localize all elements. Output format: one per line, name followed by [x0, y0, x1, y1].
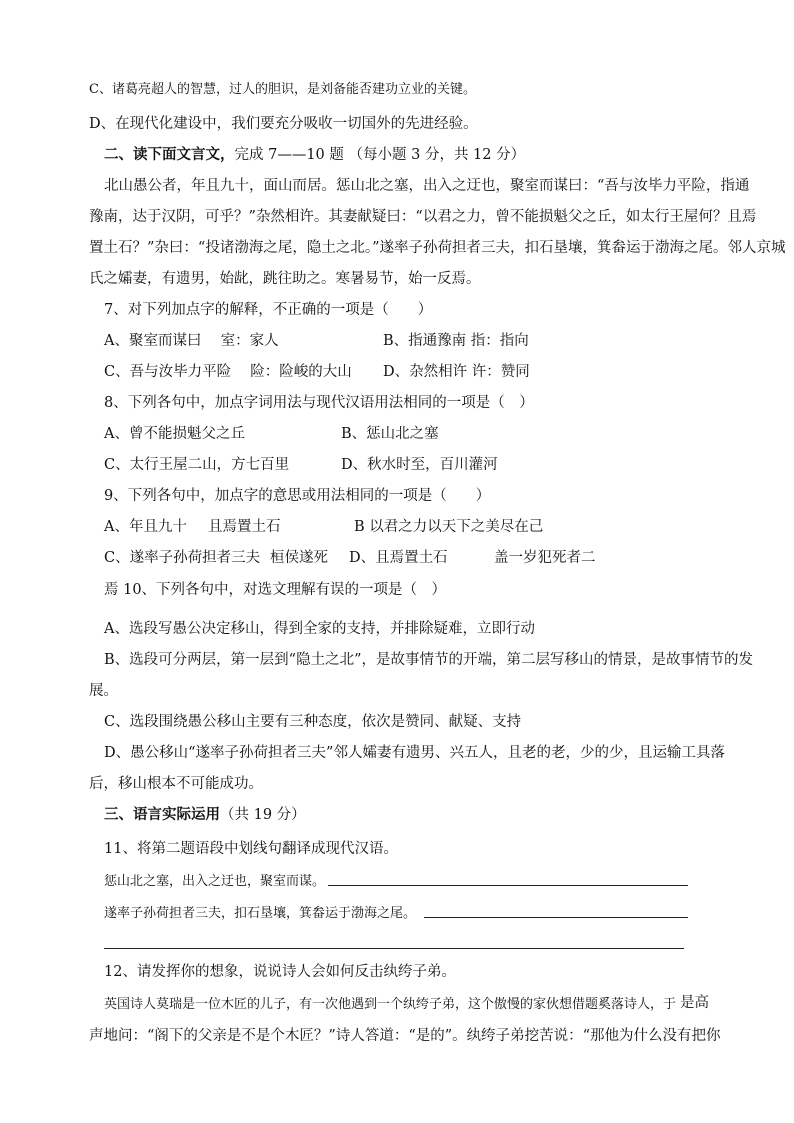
- question-7: 7、对下列加点字的解释，不正确的一项是（ ）: [104, 302, 433, 318]
- question-9-option-c-2: 桓侯遂死: [270, 550, 328, 566]
- answer-line-3[interactable]: [104, 948, 684, 949]
- question-11: 11、将第二题语段中划线句翻译成现代汉语。: [104, 841, 398, 857]
- section-2-instructions: 完成 7——10 题 （每小题 3 分，共 12 分）: [234, 147, 526, 163]
- question-10: 焉 10、下列各句中，对选文理解有误的一项是（ ）: [104, 582, 447, 598]
- question-12-passage-2: 声地问：“阁下的父亲是不是个木匠？”诗人答道：“是的”。纨绔子弟挖苦说：“那他为什么没有把你: [89, 1028, 721, 1044]
- question-9-option-d-2: 盖一岁犯死者二: [494, 550, 596, 566]
- answer-line-1[interactable]: [328, 885, 688, 886]
- question-11-sentence-2: 遂率子孙荷担者三夫，扣石垦壤，箕畚运于渤海之尾。: [104, 906, 417, 921]
- question-9: 9、下列各句中，加点字的意思或用法相同的一项是（ ）: [104, 488, 491, 504]
- question-8-option-c: C、太行王屋二山，方七百里: [104, 457, 290, 473]
- question-11-sentence-1: 惩山北之塞，出入之迂也，聚室而谋。: [104, 874, 326, 889]
- passage-line-4: 氏之孀妻，有遗男，始龀，跳往助之。寒暑易节，始一反焉。: [89, 271, 481, 287]
- question-8-option-b: B、惩山北之塞: [341, 426, 439, 442]
- question-12-passage-1-end: 是高: [680, 995, 709, 1011]
- section-3-points: （共 19 分）: [220, 807, 306, 823]
- question-8-option-d: D、秋水时至，百川灌河: [341, 457, 498, 473]
- question-9-option-a-2: 且焉置土石: [208, 519, 281, 535]
- option-c-prev: C、诸葛亮超人的智慧，过人的胆识，是刘备能否建功立业的关键。: [89, 82, 476, 97]
- question-9-option-a-1: A、年且九十: [104, 519, 187, 535]
- question-10-option-c: C、选段围绕愚公移山主要有三种态度，依次是赞同、献疑、支持: [104, 714, 522, 730]
- answer-line-2[interactable]: [424, 917, 688, 918]
- question-10-option-b-1: B、选段可分两层，第一层到“隐土之北”，是故事情节的开端，第二层写移山的情景，是故事情节的发: [104, 652, 753, 668]
- question-7-option-b: B、指通豫南 指：指向: [383, 333, 529, 349]
- question-12: 12、请发挥你的想象，说说诗人会如何反击纨绔子弟。: [104, 964, 456, 980]
- question-10-option-d-1: D、愚公移山“遂率子孙荷担者三夫”邻人孀妻有遗男、兴五人，且老的老，少的少，且运输工具落: [104, 745, 725, 761]
- question-8-option-a: A、曾不能损魁父之丘: [104, 426, 245, 442]
- question-10-option-a: A、选段写愚公决定移山，得到全家的支持，并排除疑难，立即行动: [104, 621, 535, 637]
- question-7-option-a: A、聚室而谋曰 室：家人: [104, 333, 279, 349]
- section-2-title: 二、读下面文言文，: [104, 146, 235, 163]
- question-9-option-d-1: D、且焉置土石: [349, 550, 448, 566]
- passage-line-2: 豫南，达于汉阴，可乎？”杂然相许。其妻献疑曰：“以君之力，曾不能损魁父之丘，如太行王屋何？且焉: [89, 209, 757, 225]
- question-8: 8、下列各句中，加点字词用法与现代汉语用法相同的一项是（ ）: [104, 395, 534, 411]
- passage-line-1: 北山愚公者，年且九十，面山而居。惩山北之塞，出入之迂也，聚室而谋曰：“吾与汝毕力平险，指通: [104, 178, 750, 194]
- section-2-heading: [104, 145, 525, 165]
- question-10-option-b-2: 展。: [89, 683, 118, 699]
- question-9-option-c-1: C、遂率子孙荷担者三夫: [104, 550, 261, 566]
- question-9-option-b: B 以君之力以天下之美尽在己: [354, 519, 544, 535]
- question-12-passage-1: 英国诗人莫瑞是一位木匠的儿子，有一次他遇到一个纨绔子弟，这个傲慢的家伙想借题奚落诗人，于: [104, 997, 677, 1012]
- section-3-title: 三、语言实际运用: [104, 806, 220, 823]
- question-7-option-c: C、吾与汝毕力平险 险：险峻的大山: [104, 364, 352, 380]
- question-10-option-d-2: 后，移山根本不可能成功。: [89, 776, 263, 792]
- section-3-heading: [104, 805, 306, 825]
- option-d-prev: D、在现代化建设中，我们要充分吸收一切国外的先进经验。: [89, 116, 478, 132]
- passage-line-3: 置土石？”杂曰：“投诸渤海之尾，隐土之北。”遂率子孙荷担者三夫，扣石垦壤，箕畚运于渤海之尾。邻人京城: [89, 240, 786, 256]
- question-7-option-d: D、杂然相许 许：赞同: [383, 364, 530, 380]
